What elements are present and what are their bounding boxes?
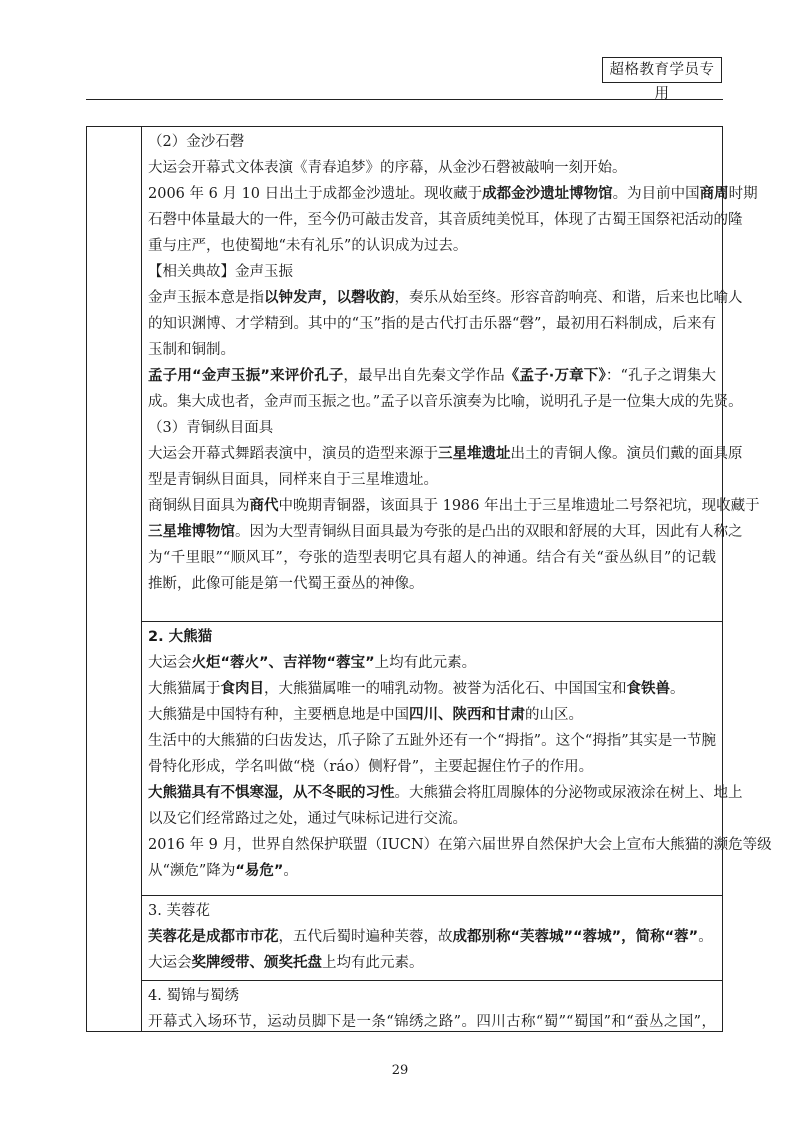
paragraph-line: 成。集大成也者，金声而玉振之也。”孟子以音乐演奏为比喻，说明孔子是一位集大成的先贤。 bbox=[148, 394, 743, 410]
allusion-heading: 【相关典故】金声玉振 bbox=[148, 264, 293, 280]
paragraph-line: 型是青铜纵目面具，同样来自于三星堆遗址。 bbox=[148, 472, 438, 488]
paragraph-line: 2016 年 9 月，世界自然保护联盟（IUCN）在第六届世界自然保护大会上宣布大熊猫的濒危等级 bbox=[148, 837, 772, 853]
paragraph-line: 骨特化形成，学名叫做“桡（ráo）侧籽骨”，主要起握住竹子的作用。 bbox=[148, 759, 594, 775]
section-title-panda: 2. 大熊猫 bbox=[148, 629, 213, 645]
header-rule bbox=[86, 99, 723, 100]
paragraph-line: 孟子用“金声玉振”来评价孔子，最早出自先秦文学作品《孟子·万章下》：“孔子之谓集大 bbox=[148, 368, 716, 384]
row-divider bbox=[141, 895, 723, 896]
paragraph-line: 的知识渊博、才学精到。其中的“玉”指的是古代打击乐器“磬”，最初用石料制成，后来有 bbox=[148, 316, 716, 332]
paragraph: 大运会奖牌绶带、颁奖托盘上均有此元素。 bbox=[148, 955, 424, 971]
paragraph-line: 生活中的大熊猫的臼齿发达，爪子除了五趾外还有一个“拇指”。这个“拇指”其实是一节腕 bbox=[148, 733, 716, 749]
section-title-shu-brocade: 4. 蜀锦与蜀绣 bbox=[148, 988, 239, 1004]
paragraph: 芙蓉花是成都市市花，五代后蜀时遍种芙蓉，故成都别称“芙蓉城”“蓉城”，简称“蓉”。 bbox=[148, 929, 713, 945]
paragraph: 大运会开幕式文体表演《青春追梦》的序幕，从金沙石磬被敲响一刻开始。 bbox=[148, 160, 627, 176]
paragraph-line: 2006 年 6 月 10 日出土于成都金沙遗址。现收藏于成都金沙遗址博物馆。为目前中国商周时期 bbox=[148, 186, 758, 202]
cell-jinsha-and-mask bbox=[148, 129, 760, 597]
paragraph-line: 推断，此像可能是第一代蜀王蚕丛的神像。 bbox=[148, 576, 424, 592]
row-divider bbox=[141, 980, 723, 981]
paragraph-line: 重与庄严，也使蜀地“未有礼乐”的认识成为过去。 bbox=[148, 238, 468, 254]
cell-hibiscus bbox=[148, 898, 716, 976]
paragraph-line: 商铜纵目面具为商代中晚期青铜器，该面具于 1986 年出土于三星堆遗址二号祭祀坑，现收藏于 bbox=[148, 498, 760, 514]
row-divider bbox=[141, 621, 723, 622]
page-number: 29 bbox=[391, 1063, 409, 1078]
paragraph: 大熊猫是中国特有种，主要栖息地是中国四川、陕西和甘肃的山区。 bbox=[148, 707, 583, 723]
paragraph-line: 大运会开幕式舞蹈表演中，演员的造型来源于三星堆遗址出土的青铜人像。演员们戴的面具原 bbox=[148, 446, 743, 462]
paragraph-line: 开幕式入场环节，运动员脚下是一条“锦绣之路”。四川古称“蜀”“蜀国”和“蚕丛之国”， bbox=[148, 1014, 716, 1030]
section-title-hibiscus: 3. 芙蓉花 bbox=[148, 903, 210, 919]
paragraph-line: 玉制和铜制。 bbox=[148, 342, 235, 358]
exclusive-badge: 超格教育学员专用 bbox=[602, 57, 722, 83]
paragraph: 大运会火炬“蓉火”、吉祥物“蓉宝”上均有此元素。 bbox=[148, 655, 477, 671]
section-title-jinsha: （2）金沙石磬 bbox=[148, 134, 245, 150]
paragraph-line: 石磬中体量最大的一件，至今仍可敲击发音，其音质纯美悦耳，体现了古蜀王国祭祀活动的隆 bbox=[148, 212, 743, 228]
cell-shu-brocade bbox=[148, 983, 716, 1035]
cell-giant-panda bbox=[148, 624, 772, 884]
paragraph-line: 金声玉振本意是指以钟发声，以磬收韵，奏乐从始至终。形容音韵响亮、和谐，后来也比喻人 bbox=[148, 290, 743, 306]
paragraph-line: 三星堆博物馆。因为大型青铜纵目面具最为夸张的是凸出的双眼和舒展的大耳，因此有人称之 bbox=[148, 524, 743, 540]
paragraph-line: 为“千里眼”“顺风耳”，夸张的造型表明它具有超人的神通。结合有关“蚕丛纵目”的记载 bbox=[148, 550, 716, 566]
table-left-column-divider bbox=[141, 126, 142, 1032]
paragraph-line: 大熊猫具有不惧寒湿，从不冬眠的习性。大熊猫会将肛周腺体的分泌物或尿液涂在树上、地上 bbox=[148, 785, 743, 801]
paragraph-line: 以及它们经常路过之处，通过气味标记进行交流。 bbox=[148, 811, 467, 827]
paragraph-line: 从“濒危”降为“易危”。 bbox=[148, 863, 298, 879]
paragraph: 大熊猫属于食肉目，大熊猫属唯一的哺乳动物。被誉为活化石、中国国宝和食铁兽。 bbox=[148, 681, 685, 697]
section-title-mask: （3）青铜纵目面具 bbox=[148, 420, 274, 436]
